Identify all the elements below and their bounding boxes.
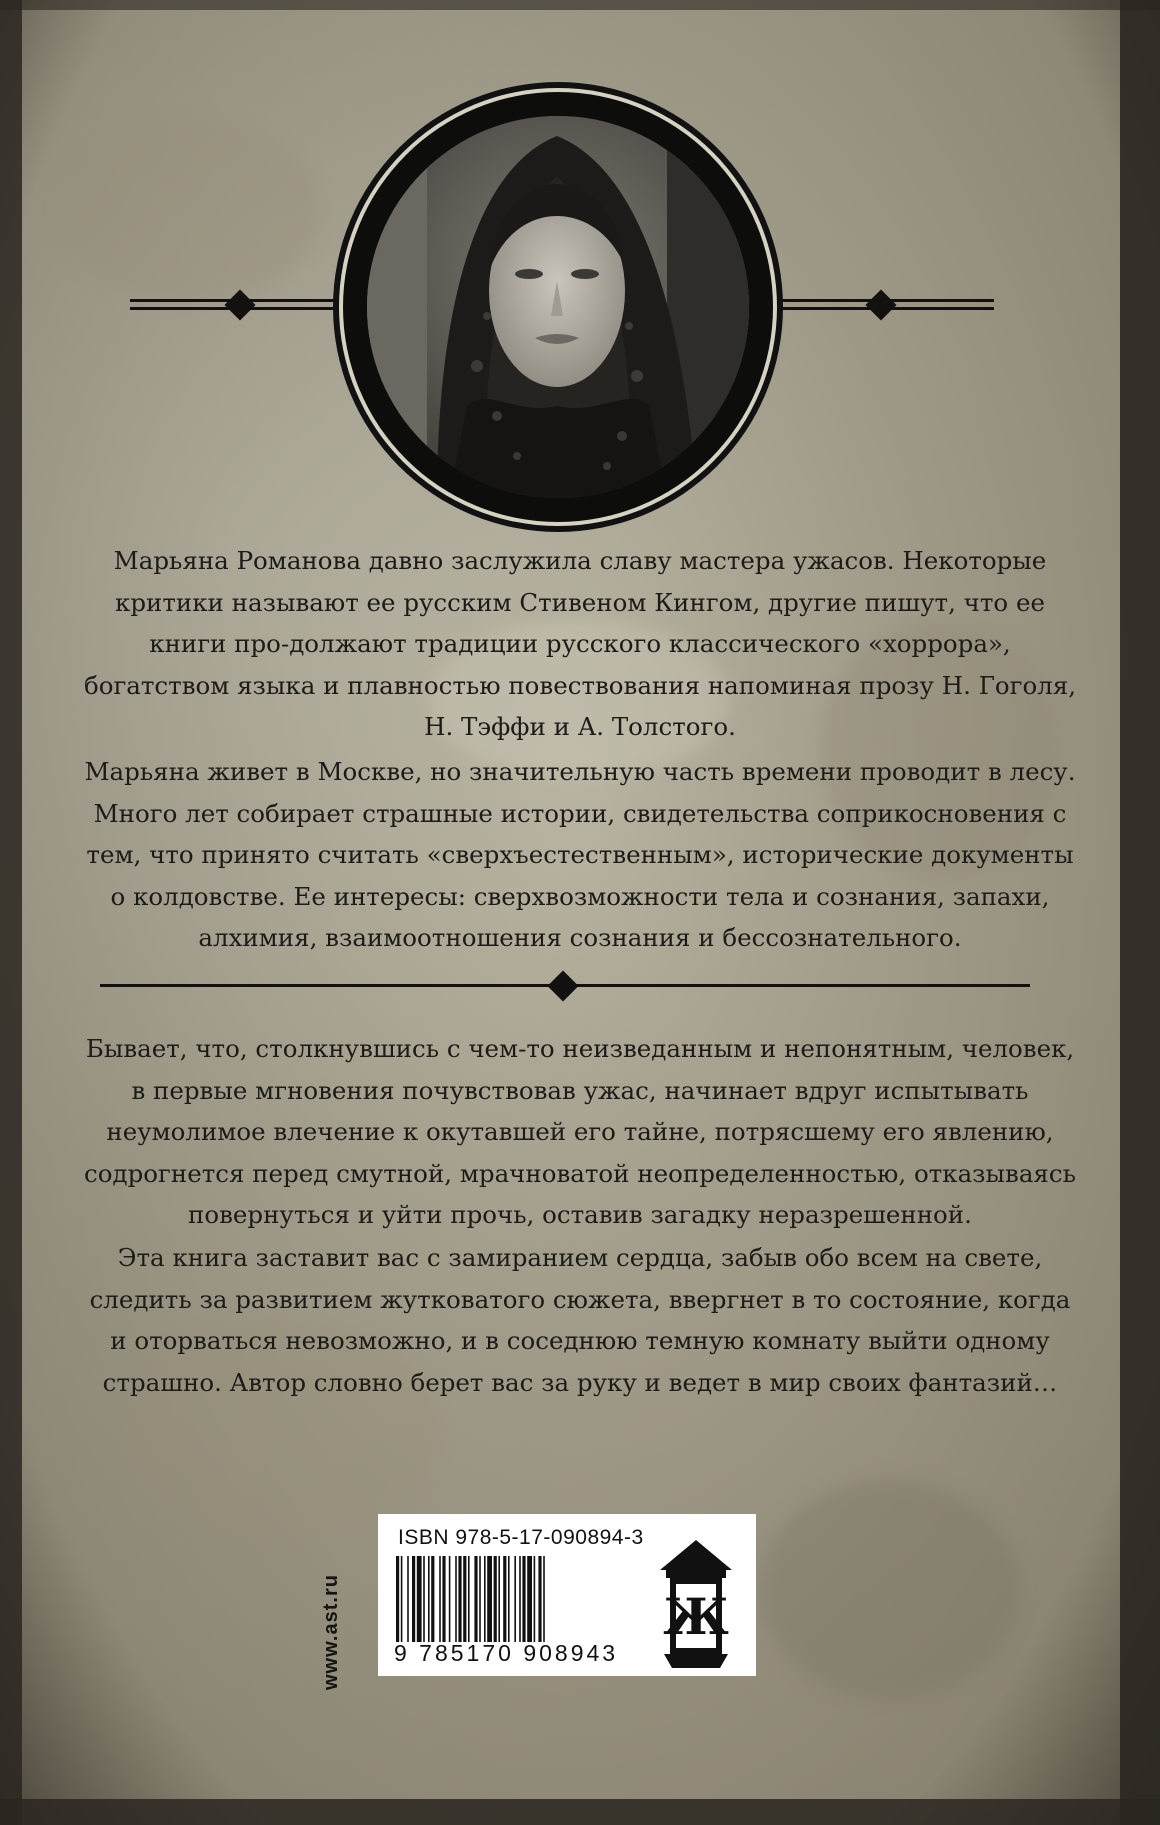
worn-edge-bottom	[0, 1799, 1160, 1825]
paper-stain	[760, 1480, 1020, 1700]
author-interests-paragraph: Марьяна живет в Москве, но значительную часть времени проводит в лесу. Много лет собирает страшные истории, свидетельства соприкосновения с тем, что принято считать «сверхъестественным», исторические документы о колдовстве. Ее интересы: сверхвозможности тела и сознания, запахи, алхимия, взаимоотношения сознания и бессознательного.	[84, 757, 1076, 952]
ornament-diamond-right	[865, 289, 896, 320]
isbn-label: ISBN 978-5-17-090894-3	[398, 1526, 644, 1549]
isbn-barcode-block	[378, 1514, 756, 1676]
divider-diamond	[547, 970, 578, 1001]
synopsis-paragraph: Бывает, что, столкнувшись с чем-то неизведанным и непонятным, человек, в первые мгновения почувствовав ужас, начинает вдруг испытывать неумолимое влечение к окутавшей его тайне, потрясшему его явлению, содрогнется перед смутной, мрачноватой неопределенностью, отказываясь повернуться и уйти прочь, оставив загадку неразрешенной.	[84, 1034, 1076, 1229]
svg-text:Ж: Ж	[663, 1587, 729, 1646]
worn-edge-right	[1120, 0, 1160, 1825]
lantern-icon	[656, 1536, 736, 1676]
barcode	[396, 1556, 642, 1642]
worn-edge-left	[0, 0, 22, 1825]
author-bio-paragraph: Марьяна Романова давно заслужила славу мастера ужасов. Некоторые критики называют ее русским Стивеном Кингом, другие пишут, что ее книги про-должают традиции русского классического «хоррора», богатством языка и плавностью повествования напоминая прозу Н. Гоголя, Н. Тэффи и А. Толстого.	[83, 546, 1077, 741]
paper-stain	[60, 120, 320, 300]
author-portrait-frame	[343, 92, 773, 522]
author-portrait	[367, 116, 749, 498]
barcode-digits: 9 785170 908943	[394, 1640, 619, 1666]
promo-paragraph: Эта книга заставит вас с замиранием сердца, забыв обо всем на свете, следить за развитием жутковатого сюжета, ввергнет в то состояние, когда и оторваться невозможно, и в соседнюю темную комнату выйти одному страшно. Автор словно берет вас за руку и ведет в мир своих фантазий…	[89, 1243, 1071, 1397]
publisher-website: www.ast.ru	[320, 1574, 342, 1690]
worn-edge-top	[0, 0, 1160, 10]
